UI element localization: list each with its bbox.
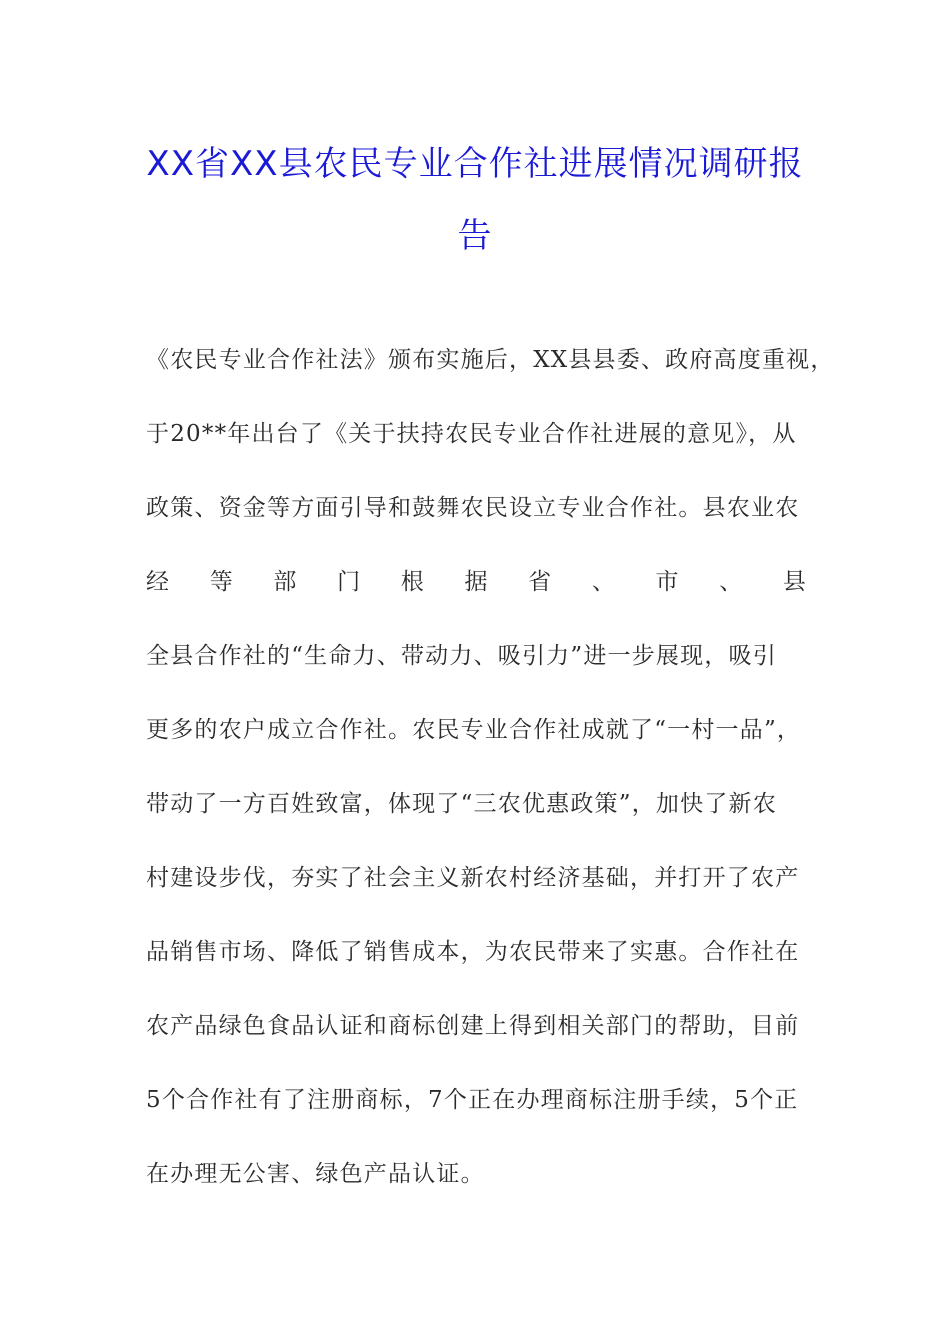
paragraph-char: 市 (655, 569, 679, 595)
paragraph-line: 5个合作社有了注册商标，7个正在办理商标注册手续，5个正 (146, 1087, 799, 1113)
paragraph-char: 部 (273, 569, 297, 595)
paragraph-line: 《农民专业合作社法》颁布实施后，XX县县委、政府高度重视， (146, 347, 835, 373)
paragraph-char: 、 (719, 569, 743, 595)
paragraph-char: 据 (464, 569, 488, 595)
paragraph-char: 经 (146, 569, 169, 595)
title-line-1: XX省XX县农民专业合作社进展情况调研报 (146, 144, 804, 184)
paragraph-line: 政策、资金等方面引导和鼓舞农民设立专业合作社。县农业农 (146, 495, 800, 521)
paragraph-char: 根 (400, 569, 424, 595)
paragraph-line: 品销售市场、降低了销售成本，为农民带来了实惠。合作社在 (146, 939, 800, 965)
paragraph-char: 省 (528, 569, 552, 595)
paragraph-line: 农产品绿色食品认证和商标创建上得到相关部门的帮助，目前 (146, 1013, 800, 1039)
title-line-2: 告 (457, 216, 493, 256)
paragraph-line: 于20**年出台了《关于扶持农民专业合作社进展的意见》，从 (146, 421, 797, 447)
paragraph-char: 县 (782, 569, 806, 595)
document-title (100, 128, 850, 272)
paragraph-line: 带动了一方百姓致富，体现了“三农优惠政策”，加快了新农 (146, 791, 777, 817)
paragraph-line-justified (146, 558, 806, 632)
document-body (146, 336, 835, 1224)
paragraph-line: 村建设步伐，夯实了社会主义新农村经济基础，并打开了农产 (146, 865, 800, 891)
paragraph-char: 等 (209, 569, 233, 595)
paragraph-char: 、 (591, 569, 615, 595)
paragraph-line: 更多的农户成立合作社。农民专业合作社成就了“一村一品”， (146, 717, 802, 743)
paragraph-line: 全县合作社的“生命力、带动力、吸引力”进一步展现，吸引 (146, 643, 777, 669)
paragraph-line: 在办理无公害、绿色产品认证。 (146, 1161, 485, 1187)
paragraph-char: 门 (337, 569, 361, 595)
